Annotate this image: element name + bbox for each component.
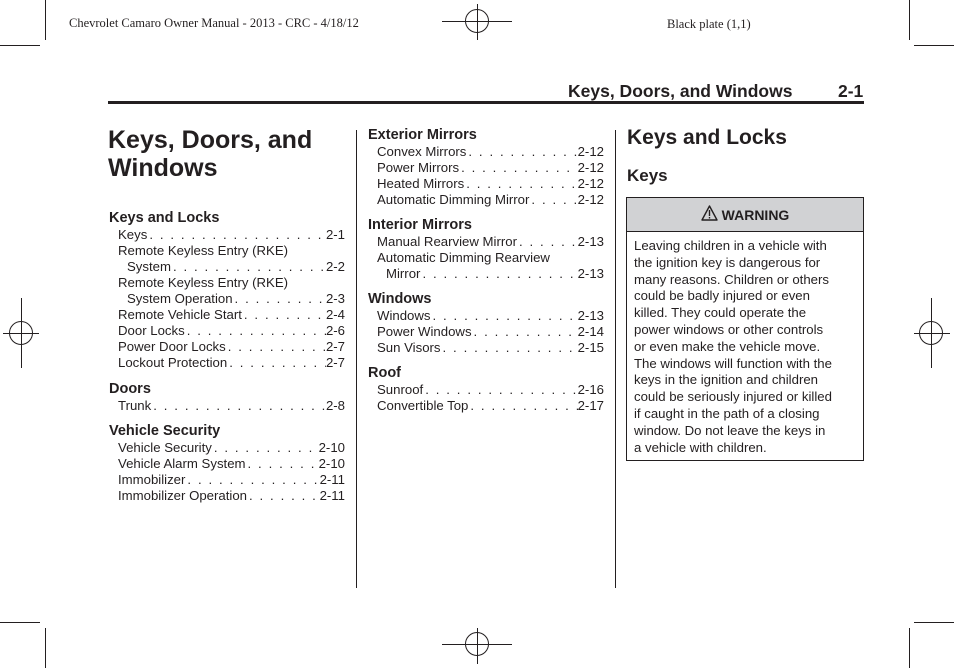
toc-heading: Interior Mirrors (368, 217, 472, 233)
toc-group (109, 210, 345, 371)
section-title: Keys and Locks (627, 126, 787, 149)
toc-heading: Vehicle Security (109, 423, 221, 439)
toc-entry[interactable]: System . . . 2-2 (118, 259, 345, 275)
toc-entry[interactable]: Windows . . . 2-13 (377, 308, 604, 324)
toc-group (368, 291, 604, 356)
toc-entry[interactable]: Sun Visors . . . 2-15 (377, 340, 604, 356)
warning-line: the ignition key is dangerous for (634, 254, 821, 270)
warning-text (627, 232, 863, 456)
chapter-title-line-1: Keys, Doors, and (108, 126, 313, 154)
toc-entry[interactable]: Heated Mirrors . . . 2-12 (377, 176, 604, 192)
running-header-page: 2-1 (838, 81, 864, 101)
warning-line: if caught in the path of a closing (634, 405, 820, 421)
toc-group (109, 381, 345, 414)
crop-mark (914, 45, 954, 46)
toc-entry[interactable]: Manual Rearview Mirror . . . 2-13 (377, 234, 604, 250)
warning-line: keys in the ignition and children (634, 372, 819, 388)
warning-line: a vehicle with children. (634, 439, 767, 455)
toc-heading: Keys and Locks (109, 210, 220, 226)
toc-entry[interactable]: Remote Vehicle Start . . . 2-4 (118, 307, 345, 323)
toc-entry[interactable]: Automatic Dimming Mirror . . . 2-12 (377, 192, 604, 208)
toc-entry[interactable]: Immobilizer . . . 2-11 (118, 472, 345, 488)
warning-line: or even make the vehicle move. (634, 338, 821, 354)
toc-column-middle (368, 127, 604, 414)
toc-heading: Roof (368, 365, 402, 381)
toc-entry[interactable]: Power Mirrors . . . 2-12 (377, 160, 604, 176)
toc-group (368, 217, 604, 282)
toc-entry[interactable]: Mirror . . . 2-13 (377, 266, 604, 282)
crop-mark (45, 0, 46, 40)
crop-mark (0, 45, 40, 46)
warning-line: could be badly injured or even (634, 288, 810, 304)
warning-line: many reasons. Children or others (634, 271, 829, 287)
toc-heading: Windows (368, 291, 432, 307)
toc-entry[interactable]: Power Door Locks . . . 2-7 (118, 339, 345, 355)
plate-info-left: Chevrolet Camaro Owner Manual - 2013 - CRC - 4/18/12 (69, 16, 359, 30)
crop-mark (909, 628, 910, 668)
plate-info-right: Black plate (1,1) (667, 17, 751, 31)
toc-entry[interactable]: Immobilizer Operation . . . 2-11 (118, 488, 345, 504)
warning-line: Leaving children in a vehicle with (634, 238, 827, 253)
crop-mark (45, 628, 46, 668)
crop-mark (914, 622, 954, 623)
toc-entry[interactable]: Keys . . . 2-1 (118, 227, 345, 243)
column-divider (615, 130, 616, 588)
toc-entry[interactable]: Lockout Protection . . . 2-7 (118, 355, 345, 371)
warning-header (627, 198, 863, 232)
toc-entry[interactable]: Power Windows . . . 2-14 (377, 324, 604, 340)
warning-line: could be seriously injured or killed (634, 389, 832, 405)
toc-entry[interactable]: Door Locks . . . 2-6 (118, 323, 345, 339)
running-header-chapter: Keys, Doors, and Windows (568, 81, 793, 101)
toc-column-left (109, 210, 345, 504)
toc-heading: Doors (109, 381, 151, 397)
chapter-title-line-2: Windows (108, 154, 218, 182)
crop-mark (909, 0, 910, 40)
warning-triangle-icon (701, 205, 718, 224)
toc-group (109, 423, 345, 504)
toc-entry[interactable]: Convex Mirrors . . . 2-12 (377, 144, 604, 160)
toc-entry-line[interactable]: Automatic Dimming Rearview (377, 250, 550, 265)
warning-line: window. Do not leave the keys in (634, 422, 826, 438)
warning-line: The windows will function with the (634, 355, 832, 371)
subsection-title: Keys (627, 166, 668, 185)
toc-group (368, 127, 604, 208)
toc-entry-line[interactable]: Remote Keyless Entry (RKE) (118, 275, 289, 290)
warning-line: power windows or other controls (634, 321, 824, 337)
warning-box (626, 197, 864, 461)
toc-heading: Exterior Mirrors (368, 127, 477, 143)
toc-entry-line[interactable]: Remote Keyless Entry (RKE) (118, 243, 289, 258)
toc-entry[interactable]: Vehicle Alarm System . . . 2-10 (118, 456, 345, 472)
chapter-title (108, 126, 312, 182)
toc-entry[interactable]: Trunk . . . 2-8 (118, 398, 345, 414)
toc-entry[interactable]: System Operation . . . 2-3 (118, 291, 345, 307)
toc-entry[interactable]: Sunroof . . . 2-16 (377, 382, 604, 398)
crop-mark (0, 622, 40, 623)
toc-group (368, 365, 604, 414)
warning-heading: WARNING (721, 206, 790, 223)
column-divider (356, 130, 357, 588)
toc-entry[interactable]: Convertible Top . . . 2-17 (377, 398, 604, 414)
warning-line: killed. They could operate the (634, 305, 807, 321)
header-rule (108, 101, 864, 104)
toc-entry[interactable]: Vehicle Security . . . 2-10 (118, 440, 345, 456)
